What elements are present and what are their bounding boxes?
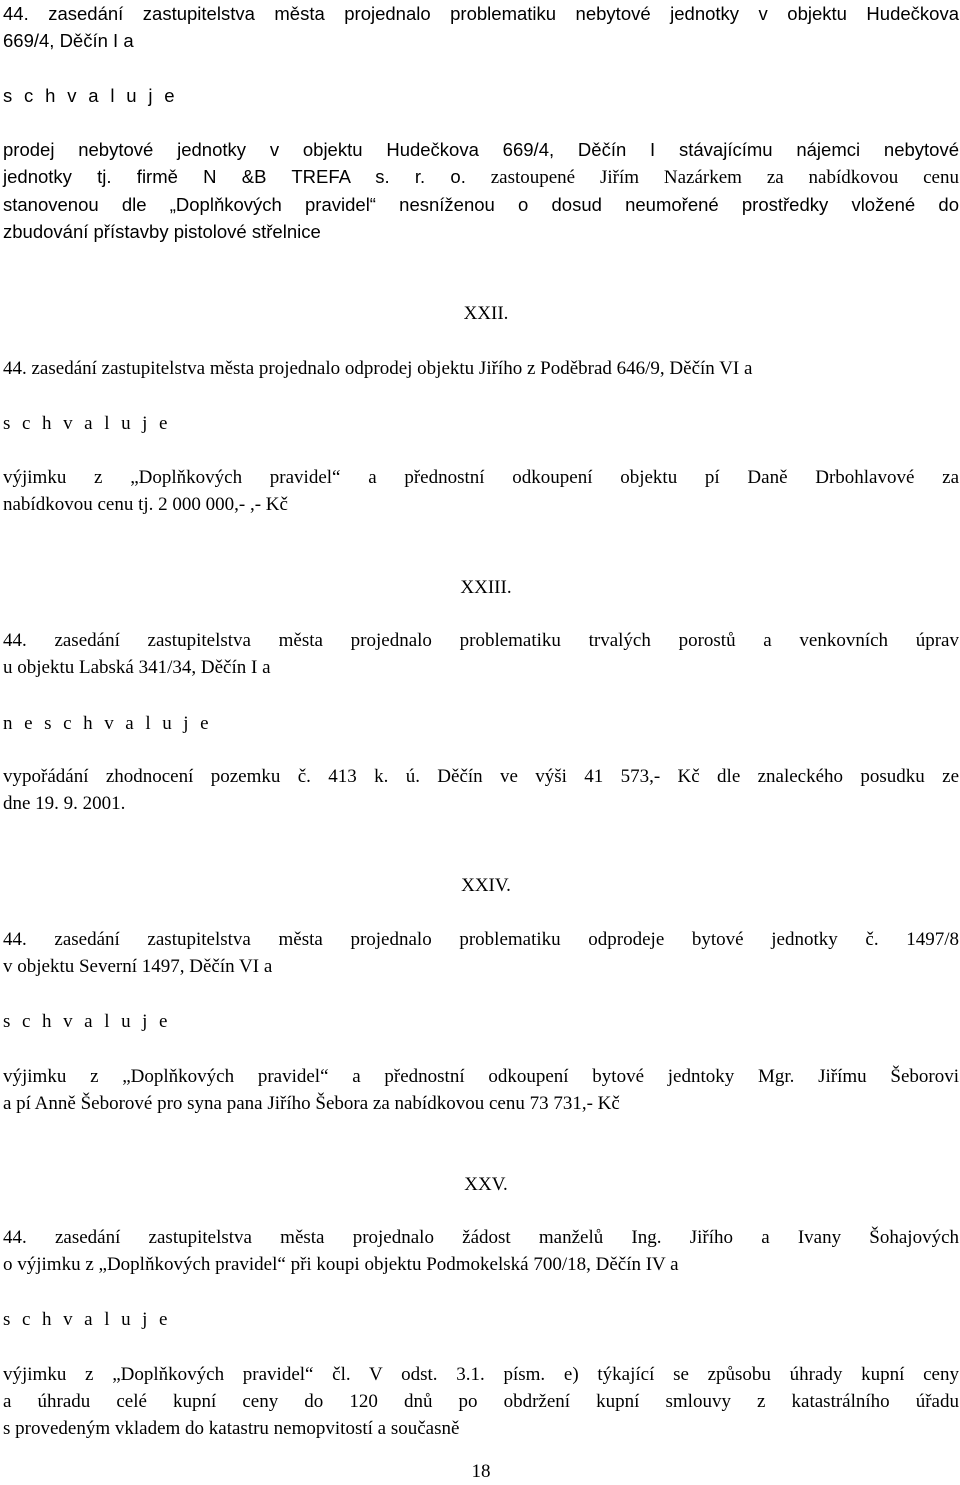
intro-3-line-2: u objektu Labská 341/34, Děčín I a — [3, 657, 271, 678]
text-4-line-2: a pí Anně Šeborové pro syna pana Jiřího Šebora za nabídkovou cenu 73 731,- Kč — [3, 1093, 620, 1114]
paragraph-text-5 — [3, 1361, 959, 1442]
paragraph-text-3 — [3, 763, 959, 817]
resolution-2: s c h v a l u j e — [3, 413, 171, 434]
resolution-3: n e s c h v a l u j e — [3, 713, 213, 734]
paragraph-text-4 — [3, 1063, 959, 1117]
document-page — [3, 0, 959, 1482]
intro-5-line-2: o výjimku z „Doplňkových pravidel“ při koupi objektu Podmokelská 700/18, Děčín IV a — [3, 1254, 679, 1275]
intro-4-line-2: v objektu Severní 1497, Děčín VI a — [3, 956, 273, 977]
section-heading-xxv: XXV. — [464, 1174, 508, 1195]
intro-2-line-1: 44. zasedání zastupitelstva města projednalo odprodej objektu Jiřího z Poděbrad 646/9, Děčín VI a — [3, 358, 753, 379]
text-1-line-1: prodej nebytové jednotky v objektu Hudečkova 669/4, Děčín I stávajícímu nájemci nebytové — [3, 139, 959, 160]
intro-4-line-1: 44. zasedání zastupitelstva města projednalo problematiku odprodeje bytové jednotky č. 1497/8 — [3, 929, 959, 950]
section-heading-xxiii: XXIII. — [460, 577, 512, 598]
text-2-line-2: nabídkovou cenu tj. 2 000 000,- ,- Kč — [3, 494, 288, 515]
text-1-line-2 — [3, 163, 959, 191]
text-1-line-2a: jednotky tj. firmě N &B TREFA s. r. o. — [3, 166, 466, 187]
text-3-line-1: vypořádání zhodnocení pozemku č. 413 k. ú. Děčín ve výši 41 573,- Kč dle znaleckého posudku ze — [3, 766, 959, 787]
paragraph-intro-2 — [3, 355, 959, 382]
text-2-line-1: výjimku z „Doplňkových pravidel“ a přednostní odkoupení objektu pí Daně Drbohlavové za — [3, 467, 959, 488]
text-5-line-3: s provedeným vkladem do katastru nemopvitostí a současně — [3, 1418, 460, 1439]
text-1-line-4: zbudování přístavby pistolové střelnice — [3, 221, 321, 242]
section-heading-xxii: XXII. — [463, 303, 509, 324]
intro-5-line-1: 44. zasedání zastupitelstva města projednalo žádost manželů Ing. Jiřího a Ivany Šohajových — [3, 1227, 959, 1248]
paragraph-text-1 — [3, 136, 959, 245]
paragraph-intro-3 — [3, 627, 959, 681]
intro-1-line-1: 44. zasedání zastupitelstva města projednalo problematiku nebytové jednotky v objektu Hudečkova — [3, 3, 959, 24]
page-number: 18 — [471, 1461, 491, 1482]
paragraph-intro-1 — [3, 0, 959, 54]
text-1-line-2b: zastoupené Jiřím Nazárkem za nabídkovou cenu — [465, 167, 959, 188]
intro-3-line-1: 44. zasedání zastupitelstva města projednalo problematiku trvalých porostů a venkovních úprav — [3, 630, 959, 651]
intro-1-line-2: 669/4, Děčín I a — [3, 30, 134, 51]
paragraph-intro-5 — [3, 1224, 959, 1278]
resolution-5: s c h v a l u j e — [3, 1309, 171, 1330]
text-1-line-3: stanovenou dle „Doplňkových pravidel“ nesníženou o dosud neumořené prostředky vložené do — [3, 194, 959, 215]
text-5-line-1: výjimku z „Doplňkových pravidel“ čl. V odst. 3.1. písm. e) týkající se způsobu úhrady kupní ceny — [3, 1364, 959, 1385]
text-5-line-2: a úhradu celé kupní ceny do 120 dnů po obdržení kupní smlouvy z katastrálního úřadu — [3, 1391, 959, 1412]
section-heading-xxiv: XXIV. — [461, 875, 511, 896]
paragraph-intro-4 — [3, 926, 959, 980]
resolution-4: s c h v a l u j e — [3, 1011, 171, 1032]
text-4-line-1: výjimku z „Doplňkových pravidel“ a přednostní odkoupení bytové jedntoky Mgr. Jiřímu Šeborovi — [3, 1066, 959, 1087]
text-3-line-2: dne 19. 9. 2001. — [3, 793, 126, 814]
paragraph-text-2 — [3, 464, 959, 518]
resolution-1: s c h v a l u j e — [3, 85, 178, 106]
